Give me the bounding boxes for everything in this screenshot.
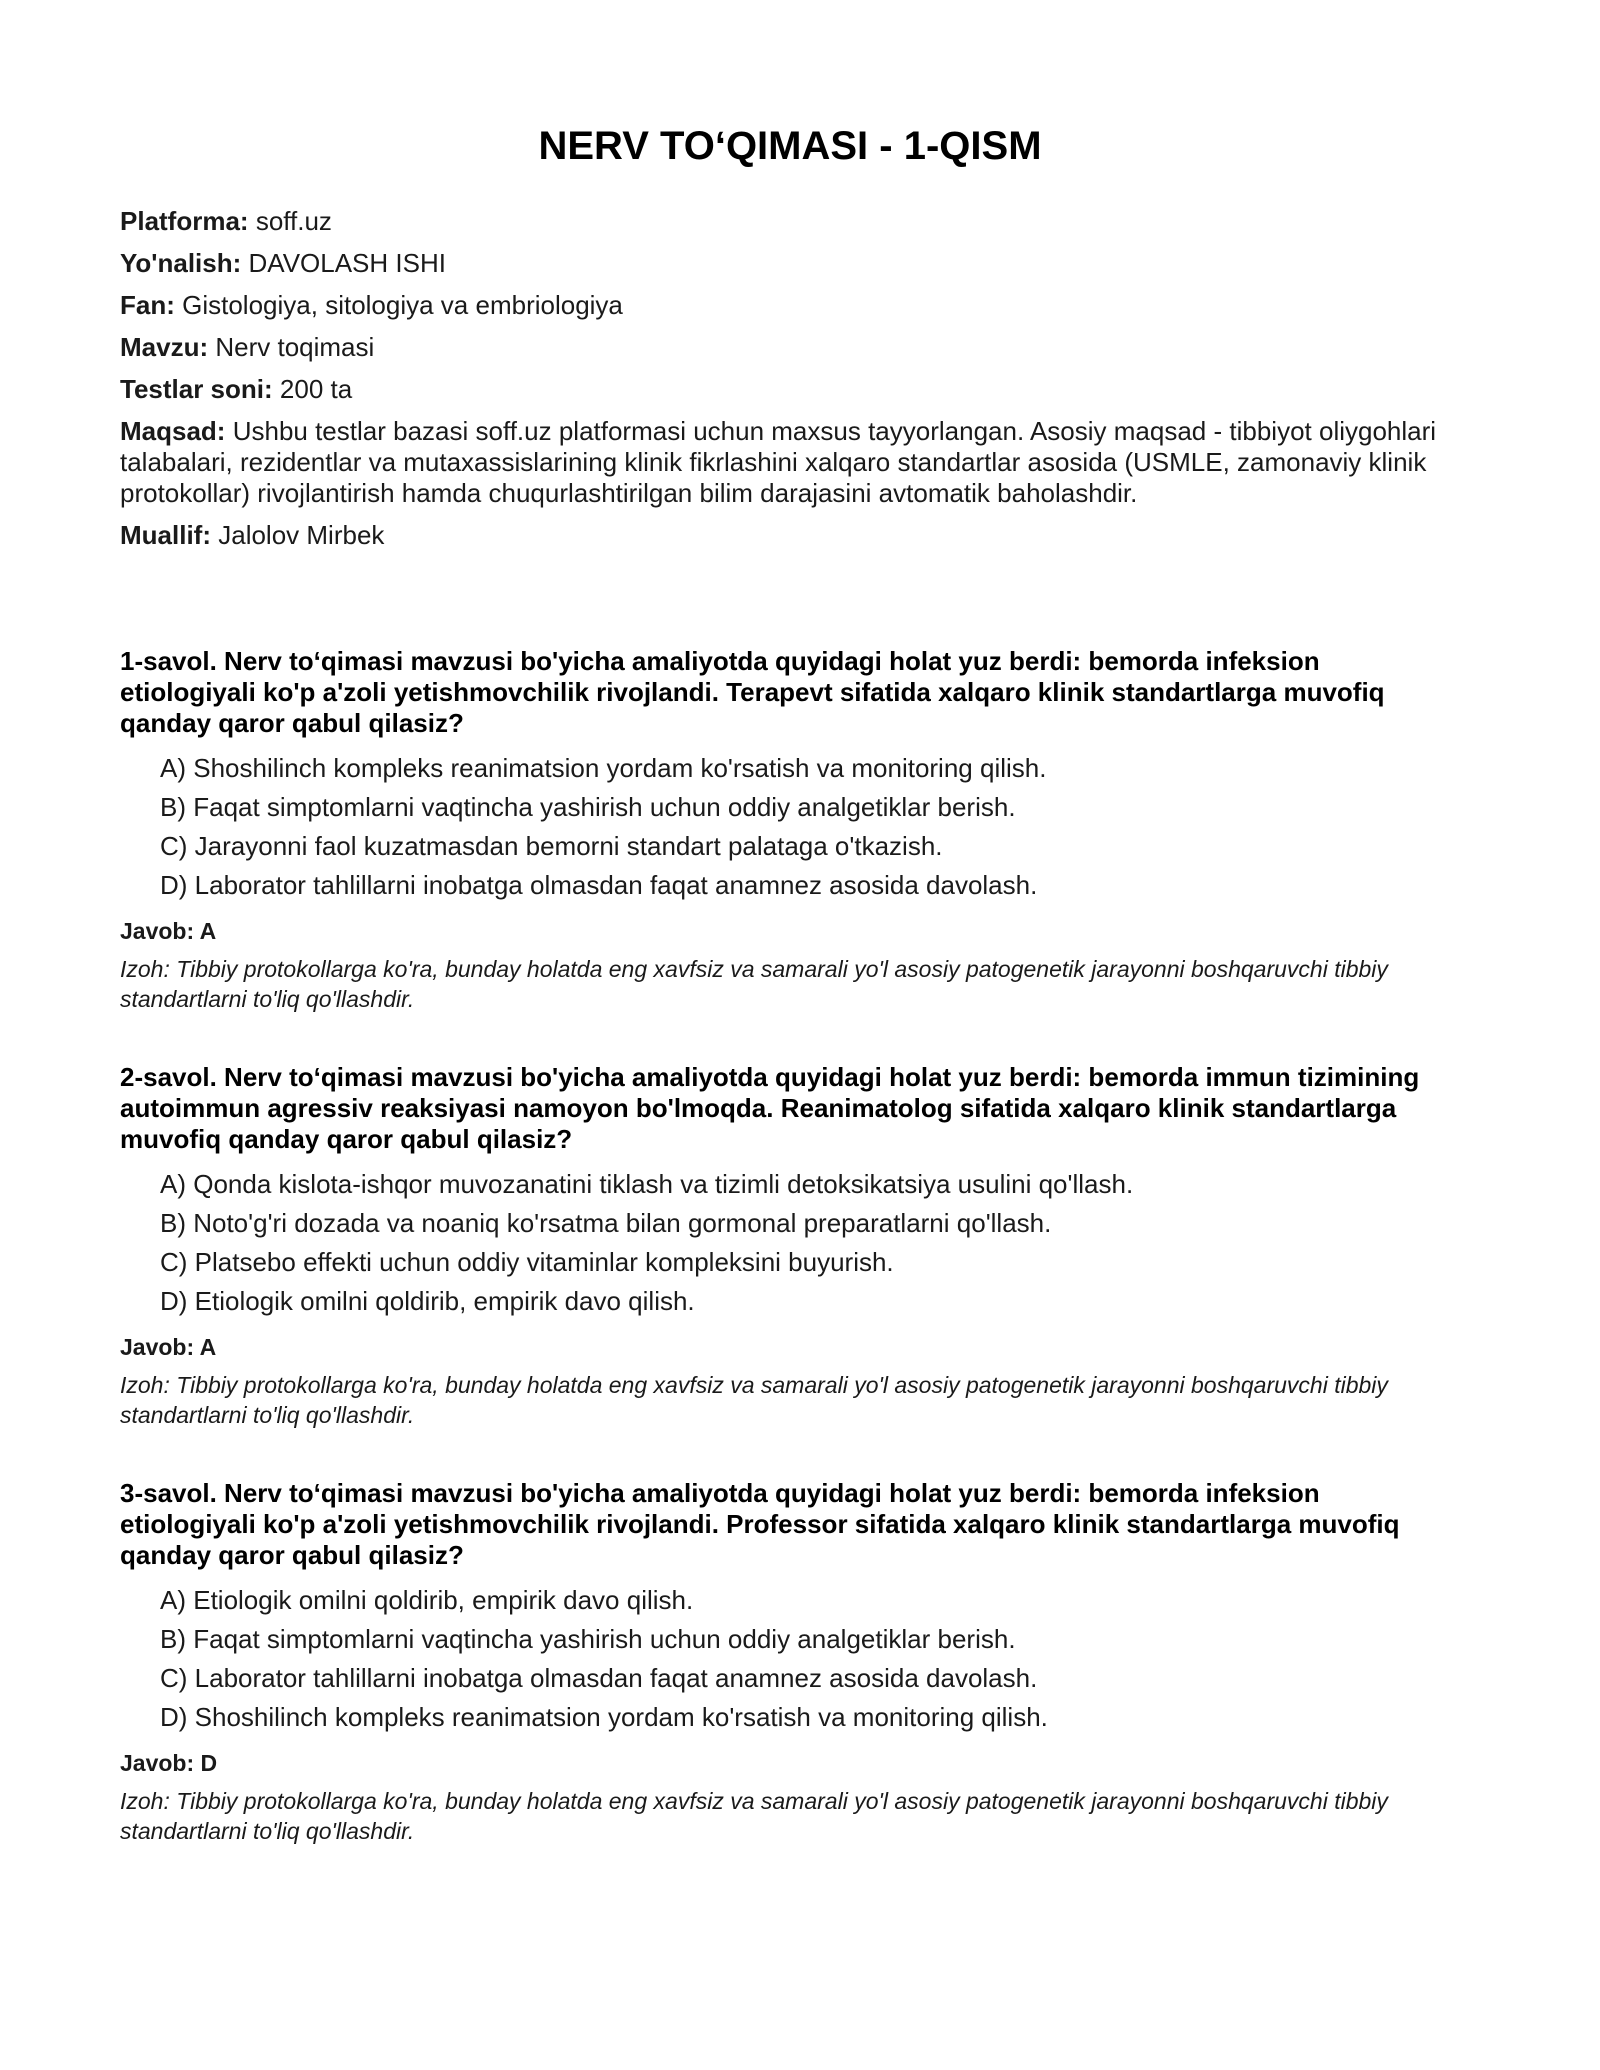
answer-explanation: Izoh: Tibbiy protokollarga ko'ra, bunday holatda eng xavfsiz va samarali yo'l asosiy patogenetik jarayonni boshqaruvchi tibbiy standartlarni to'liq qo'llashdir. (120, 1372, 1388, 1428)
correct-answer: Javob: A (120, 1334, 217, 1360)
correct-answer: Javob: D (120, 1750, 218, 1776)
option-a: A) Qonda kislota-ishqor muvozanatini tiklash va tizimli detoksikatsiya usulini qo'llash. (160, 1169, 1134, 1199)
question-text: 1-savol. Nerv to‘qimasi mavzusi bo'yicha amaliyotda quyidagi holat yuz berdi: bemorda infeksion etiologiyali ko'p a'zoli yetishmovchilik rivojlandi. Terapevt sifatida xalqaro klinik standartlarga muvofiq qanday qaror qabul qilasiz? (120, 646, 1385, 738)
question-text: 3-savol. Nerv to‘qimasi mavzusi bo'yicha amaliyotda quyidagi holat yuz berdi: bemorda infeksion etiologiyali ko'p a'zoli yetishmovchilik rivojlandi. Professor sifatida xalqaro klinik standartlarga muvofiq qanday qaror qabul qilasiz? (120, 1478, 1400, 1570)
meta-test-count (120, 374, 1460, 405)
question-1 (120, 646, 1460, 1014)
option-c: C) Jarayonni faol kuzatmasdan bemorni standart palataga o'tkazish. (160, 831, 943, 861)
question-3 (120, 1478, 1460, 1846)
option-d: D) Laborator tahlillarni inobatga olmasdan faqat anamnez asosida davolash. (160, 870, 1038, 900)
meta-value: Jalolov Mirbek (218, 520, 385, 550)
meta-value: soff.uz (255, 206, 332, 236)
meta-value: Ushbu testlar bazasi soff.uz platformasi uchun maxsus tayyorlangan. Asosiy maqsad - tibbiyot oliygohlari talabalari, rezidentlar va mutaxassislarining klinik fikrlashini xalqaro standartlar asosida (USMLE, zamonaviy klinik protokollar) rivojlantirish hamda chuqurlashtirilgan bilim darajasini avtomatik baholashdir. (120, 416, 1437, 508)
option-d: D) Shoshilinch kompleks reanimatsion yordam ko'rsatish va monitoring qilish. (160, 1702, 1048, 1732)
meta-topic (120, 332, 1460, 363)
meta-purpose (120, 416, 1460, 509)
meta-label: Platforma: (120, 206, 249, 236)
option-d: D) Etiologik omilni qoldirib, empirik davo qilish. (160, 1286, 695, 1316)
option-a: A) Shoshilinch kompleks reanimatsion yordam ko'rsatish va monitoring qilish. (160, 753, 1047, 783)
answer-options (120, 749, 1460, 905)
meta-value: 200 ta (279, 374, 353, 404)
meta-label: Muallif: (120, 520, 211, 550)
option-b: B) Faqat simptomlarni vaqtincha yashirish uchun oddiy analgetiklar berish. (160, 1624, 1016, 1654)
document-page (120, 118, 1460, 1894)
meta-value: Gistologiya, sitologiya va embriologiya (182, 290, 623, 320)
answer-explanation: Izoh: Tibbiy protokollarga ko'ra, bunday holatda eng xavfsiz va samarali yo'l asosiy patogenetik jarayonni boshqaruvchi tibbiy standartlarni to'liq qo'llashdir. (120, 1788, 1388, 1844)
meta-section (120, 206, 1460, 551)
meta-direction (120, 248, 1460, 279)
section-spacer (120, 562, 1460, 646)
meta-label: Testlar soni: (120, 374, 273, 404)
option-a: A) Etiologik omilni qoldirib, empirik davo qilish. (160, 1585, 694, 1615)
meta-subject (120, 290, 1460, 321)
page-title: NERV TO‘QIMASI - 1-QISM (538, 124, 1042, 168)
meta-value: Nerv toqimasi (215, 332, 375, 362)
meta-label: Maqsad: (120, 416, 226, 446)
option-c: C) Platsebo effekti uchun oddiy vitaminlar kompleksini buyurish. (160, 1247, 894, 1277)
meta-label: Mavzu: (120, 332, 209, 362)
answer-options (120, 1581, 1460, 1737)
question-2 (120, 1062, 1460, 1430)
meta-value: DAVOLASH ISHI (248, 248, 446, 278)
meta-author (120, 520, 1460, 551)
meta-label: Yo'nalish: (120, 248, 242, 278)
meta-label: Fan: (120, 290, 175, 320)
option-b: B) Noto'g'ri dozada va noaniq ko'rsatma bilan gormonal preparatlarni qo'llash. (160, 1208, 1052, 1238)
meta-platform (120, 206, 1460, 237)
correct-answer: Javob: A (120, 918, 217, 944)
question-text: 2-savol. Nerv to‘qimasi mavzusi bo'yicha amaliyotda quyidagi holat yuz berdi: bemorda immun tizimining autoimmun agressiv reaksiyasi namoyon bo'lmoqda. Reanimatolog sifatida xalqaro klinik standartlarga muvofiq qanday qaror qabul qilasiz? (120, 1062, 1420, 1154)
answer-options (120, 1165, 1460, 1321)
option-b: B) Faqat simptomlarni vaqtincha yashirish uchun oddiy analgetiklar berish. (160, 792, 1016, 822)
option-c: C) Laborator tahlillarni inobatga olmasdan faqat anamnez asosida davolash. (160, 1663, 1038, 1693)
answer-explanation: Izoh: Tibbiy protokollarga ko'ra, bunday holatda eng xavfsiz va samarali yo'l asosiy patogenetik jarayonni boshqaruvchi tibbiy standartlarni to'liq qo'llashdir. (120, 956, 1388, 1012)
